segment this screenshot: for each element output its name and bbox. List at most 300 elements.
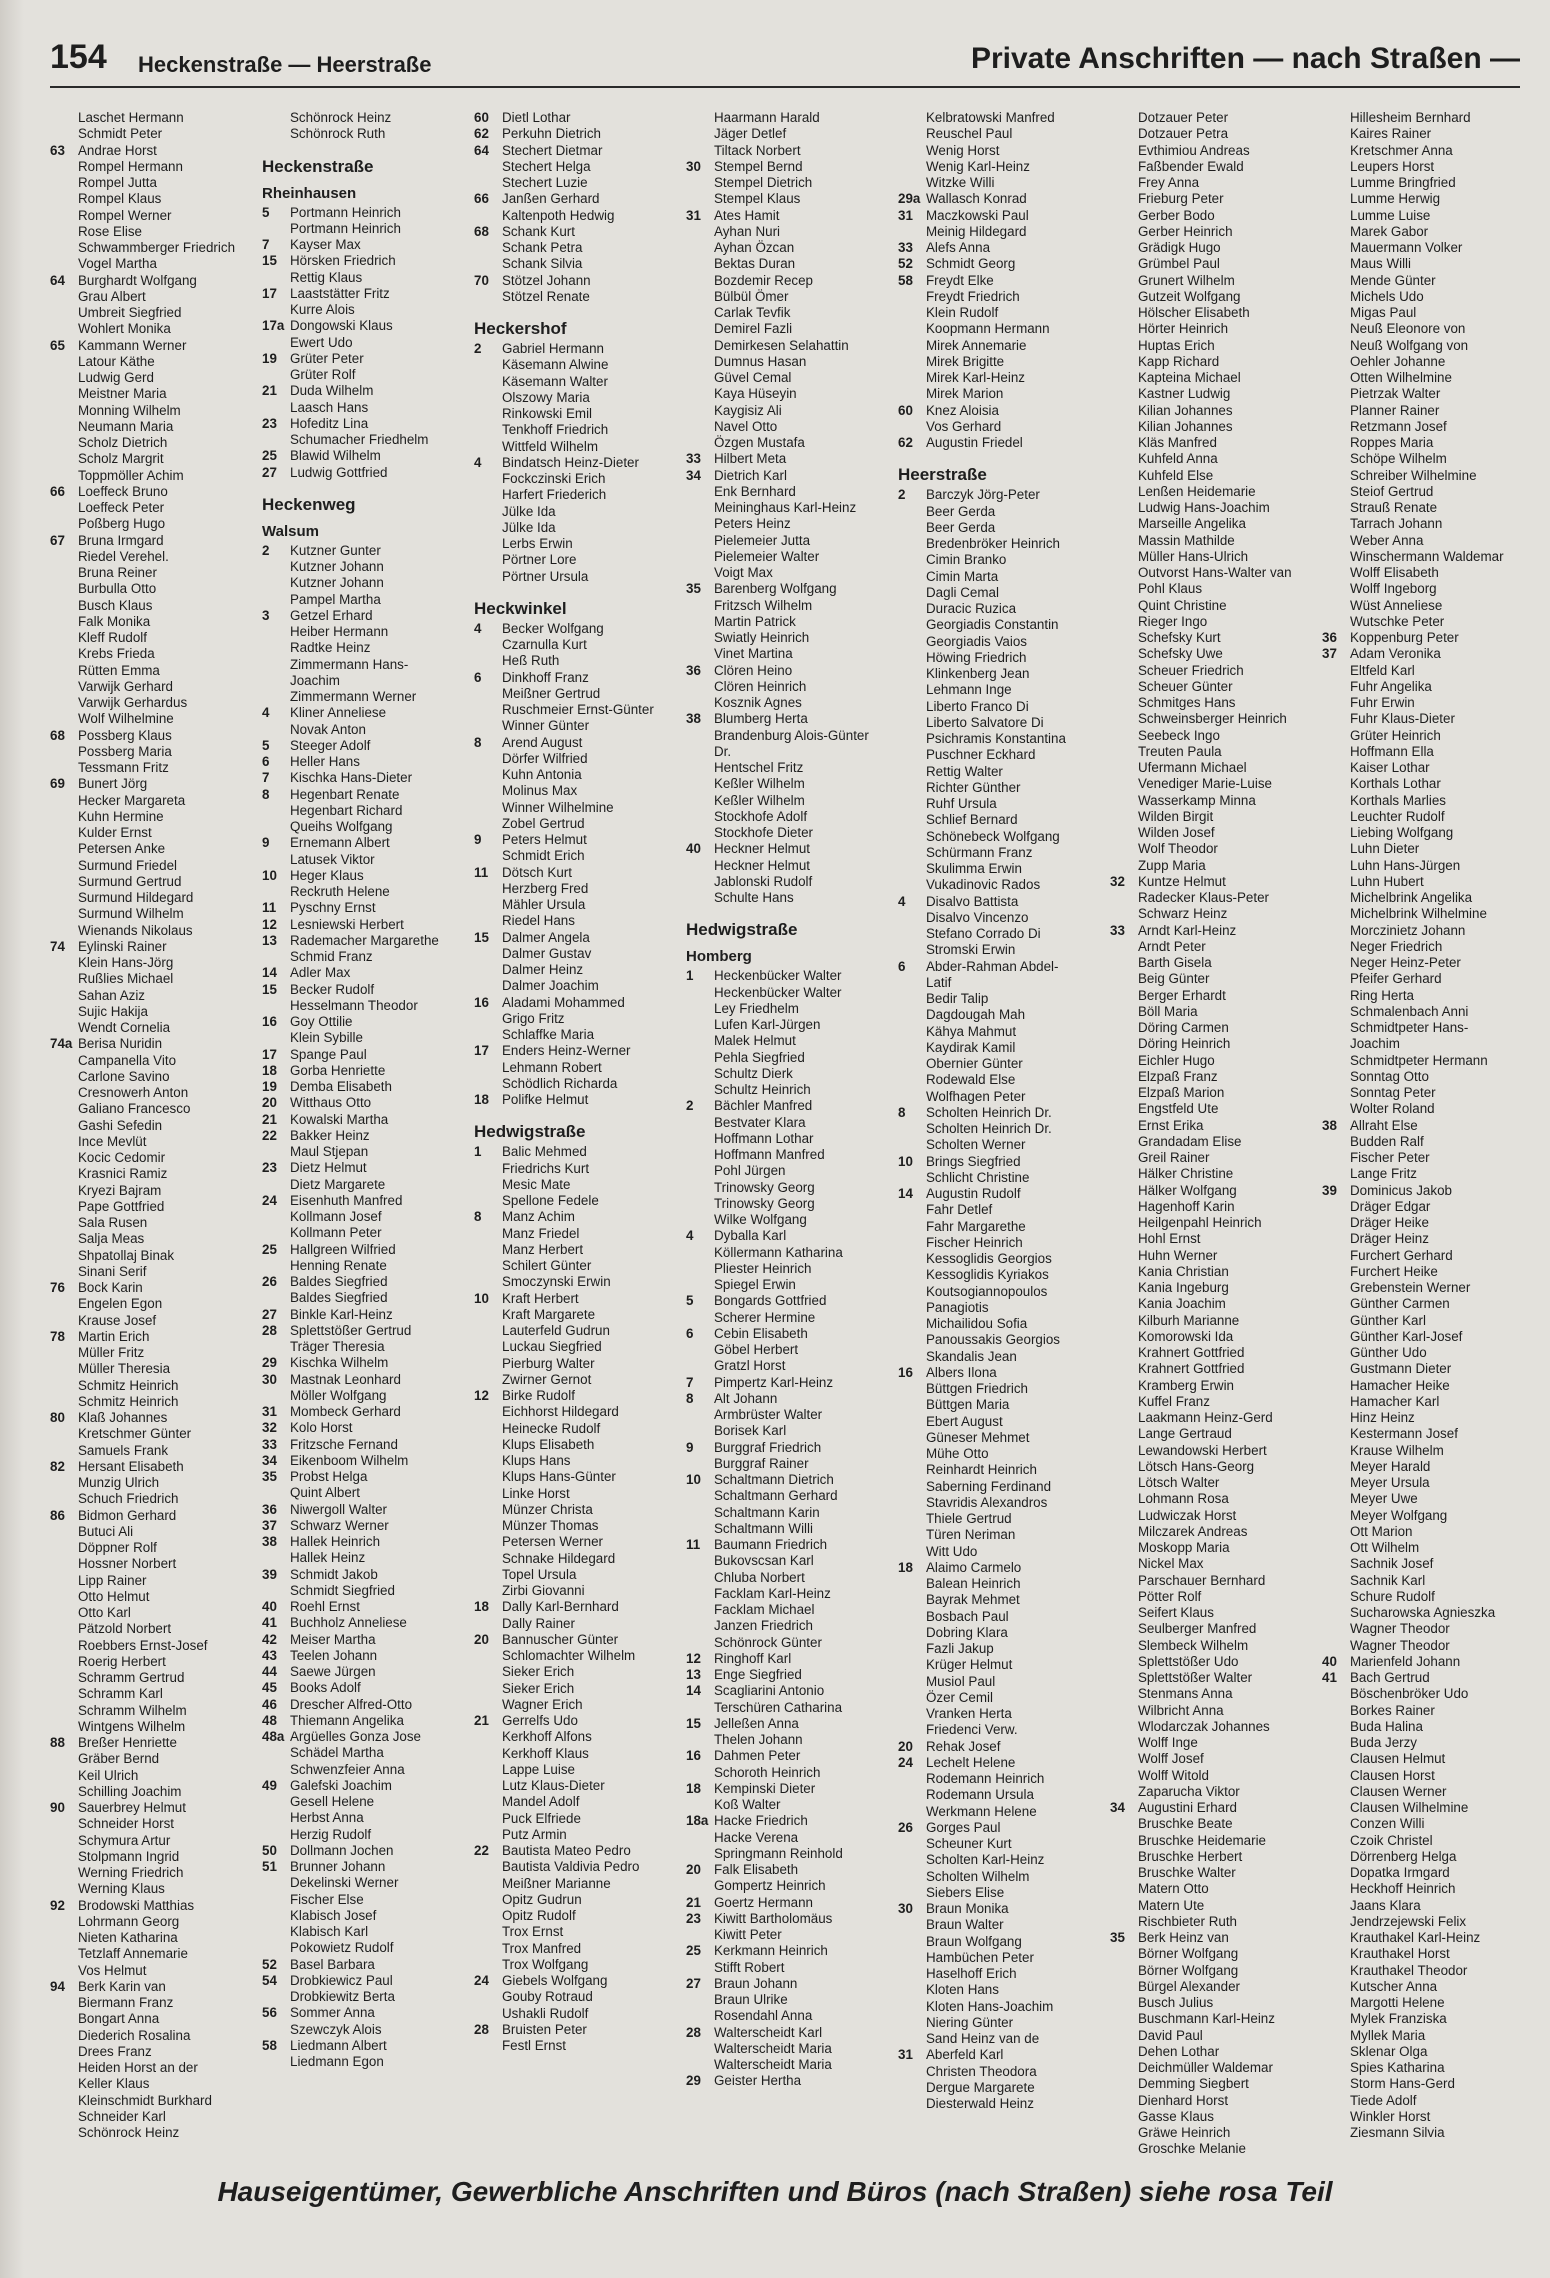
resident-entry bbox=[898, 208, 1104, 224]
house-number bbox=[474, 1502, 502, 1518]
house-number bbox=[474, 357, 502, 373]
resident-name: Dollmann Jochen bbox=[290, 1842, 394, 1858]
resident-name: Otto Helmut bbox=[78, 1588, 150, 1604]
house-number: 2 bbox=[686, 1098, 694, 1114]
resident-entry bbox=[262, 1047, 468, 1063]
resident-name: Wienands Nikolaus bbox=[78, 922, 193, 938]
house-number bbox=[50, 1670, 78, 1686]
house-number bbox=[474, 1876, 502, 1892]
resident-entry bbox=[686, 890, 892, 906]
resident-name: Bektas Duran bbox=[714, 256, 796, 272]
house-number bbox=[474, 1226, 502, 1242]
resident-entry bbox=[686, 1570, 892, 1586]
resident-entry bbox=[1322, 1881, 1528, 1897]
house-number bbox=[1110, 159, 1138, 175]
resident-name: Gratzl Horst bbox=[714, 1358, 786, 1374]
house-number: 10 bbox=[898, 1153, 913, 1169]
resident-entry bbox=[262, 1420, 468, 1436]
resident-entry bbox=[262, 2022, 468, 2038]
house-number bbox=[1110, 1101, 1138, 1117]
resident-name: Kryezi Bajram bbox=[78, 1182, 162, 1198]
resident-name: Possberg Klaus bbox=[78, 727, 172, 743]
resident-entry bbox=[1110, 955, 1316, 971]
house-number bbox=[474, 1794, 502, 1810]
resident-entry bbox=[262, 770, 468, 786]
resident-name: Gabriel Hermann bbox=[502, 341, 604, 356]
resident-name: Tarrach Johann bbox=[1350, 516, 1443, 532]
house-number bbox=[262, 624, 290, 640]
house-number: 49 bbox=[262, 1777, 277, 1793]
resident-name: Schweinsberger Heinrich bbox=[1138, 711, 1287, 727]
resident-entry bbox=[686, 273, 892, 289]
resident-entry bbox=[50, 1264, 256, 1280]
house-number bbox=[474, 1193, 502, 1209]
house-number bbox=[50, 760, 78, 776]
resident-name: Beer Gerda bbox=[926, 503, 996, 519]
resident-entry bbox=[1110, 1816, 1316, 1832]
resident-name: Sahan Aziz bbox=[78, 987, 145, 1003]
resident-entry bbox=[686, 1943, 892, 1959]
resident-entry bbox=[1110, 809, 1316, 825]
resident-entry bbox=[686, 744, 892, 760]
house-number bbox=[686, 1277, 714, 1293]
house-number bbox=[1322, 793, 1350, 809]
resident-name: Augustin Friedel bbox=[926, 435, 1023, 450]
resident-entry bbox=[1322, 711, 1528, 727]
resident-entry bbox=[262, 949, 468, 965]
house-number bbox=[1110, 1443, 1138, 1459]
resident-name: Walterscheidt Maria bbox=[714, 2040, 832, 2056]
house-number bbox=[1110, 1166, 1138, 1182]
resident-name: Berisa Nuridin bbox=[78, 1036, 163, 1052]
resident-name: Gustmann Dieter bbox=[1350, 1361, 1452, 1377]
resident-entry bbox=[474, 718, 680, 734]
house-number bbox=[898, 2015, 926, 2031]
house-number bbox=[898, 1202, 926, 1218]
resident-entry bbox=[898, 1739, 1104, 1755]
house-number bbox=[474, 1437, 502, 1453]
resident-entry bbox=[262, 982, 468, 998]
resident-name: Weber Anna bbox=[1350, 532, 1424, 548]
resident-entry bbox=[686, 1846, 892, 1862]
house-number: 18 bbox=[474, 1599, 489, 1615]
resident-name: Otten Wilhelmine bbox=[1350, 370, 1452, 385]
resident-name: Scholten Karl-Heinz bbox=[926, 1852, 1045, 1868]
resident-entry bbox=[50, 1491, 256, 1507]
resident-entry bbox=[262, 624, 468, 640]
resident-entry bbox=[898, 975, 1104, 991]
house-number bbox=[474, 1616, 502, 1632]
resident-entry bbox=[474, 1729, 680, 1745]
resident-name: Gesell Helene bbox=[290, 1794, 375, 1809]
resident-entry bbox=[262, 1892, 468, 1908]
resident-entry bbox=[1322, 695, 1528, 711]
resident-entry bbox=[686, 208, 892, 224]
house-number bbox=[1322, 955, 1350, 971]
resident-entry bbox=[1110, 744, 1316, 760]
house-number bbox=[1110, 1036, 1138, 1052]
house-number bbox=[1110, 419, 1138, 435]
resident-name: Voigt Max bbox=[714, 565, 773, 580]
house-number bbox=[50, 1930, 78, 1946]
resident-name: Rodemann Heinrich bbox=[926, 1771, 1045, 1786]
house-number bbox=[686, 305, 714, 321]
resident-name: Huhn Werner bbox=[1138, 1247, 1218, 1263]
resident-entry bbox=[474, 1827, 680, 1843]
resident-entry bbox=[898, 1706, 1104, 1722]
house-number bbox=[686, 1245, 714, 1261]
resident-entry bbox=[1322, 581, 1528, 597]
house-number bbox=[898, 143, 926, 159]
resident-name: Psichramis Konstantina bbox=[926, 731, 1066, 746]
house-number: 14 bbox=[686, 1683, 701, 1699]
house-number bbox=[50, 1524, 78, 1540]
house-number bbox=[474, 1827, 502, 1843]
resident-name: Queihs Wolfgang bbox=[290, 819, 393, 834]
house-number bbox=[686, 1050, 714, 1066]
resident-name: Freydt Friedrich bbox=[926, 288, 1020, 304]
house-number bbox=[898, 1332, 926, 1348]
resident-name: Hesselmann Theodor bbox=[290, 997, 418, 1013]
house-number: 22 bbox=[474, 1843, 489, 1858]
house-number bbox=[898, 1804, 926, 1820]
resident-entry bbox=[1110, 1833, 1316, 1849]
resident-name: Hagenhoff Karin bbox=[1138, 1198, 1235, 1214]
resident-entry bbox=[474, 1339, 680, 1355]
resident-entry bbox=[1110, 468, 1316, 484]
resident-entry bbox=[898, 1414, 1104, 1430]
house-number bbox=[898, 1137, 926, 1153]
house-number bbox=[474, 1859, 502, 1875]
resident-name: Wolff Witold bbox=[1138, 1767, 1209, 1783]
resident-entry bbox=[50, 1979, 256, 1995]
resident-entry bbox=[262, 640, 468, 656]
resident-name: Spellone Fedele bbox=[502, 1193, 599, 1208]
resident-entry bbox=[1110, 1768, 1316, 1784]
house-number: 23 bbox=[262, 1160, 277, 1176]
resident-name: Drobkiewitz Berta bbox=[290, 1989, 395, 2004]
house-number bbox=[1322, 663, 1350, 679]
house-number: 34 bbox=[1110, 1800, 1125, 1815]
resident-entry bbox=[50, 874, 256, 890]
resident-name: Kiwitt Bartholomäus bbox=[714, 1910, 833, 1926]
house-number bbox=[1322, 1280, 1350, 1296]
resident-entry bbox=[686, 1651, 892, 1667]
house-number bbox=[1110, 1703, 1138, 1719]
house-number bbox=[262, 1225, 290, 1241]
house-number: 18a bbox=[686, 1813, 709, 1829]
resident-entry bbox=[474, 1177, 680, 1193]
resident-entry bbox=[1110, 1719, 1316, 1735]
house-number bbox=[1110, 1085, 1138, 1101]
resident-name: Opitz Rudolf bbox=[502, 1908, 576, 1923]
resident-name: Rompel Jutta bbox=[78, 175, 157, 190]
resident-name: Enge Siegfried bbox=[714, 1667, 802, 1682]
house-number bbox=[1322, 1995, 1350, 2011]
resident-name: Scholz Dietrich bbox=[78, 435, 168, 450]
resident-entry bbox=[474, 1567, 680, 1583]
resident-entry bbox=[1110, 305, 1316, 321]
house-number bbox=[686, 1261, 714, 1277]
resident-name: Busch Julius bbox=[1138, 1995, 1214, 2010]
resident-entry bbox=[50, 1248, 256, 1264]
resident-entry bbox=[262, 1014, 468, 1030]
house-number bbox=[474, 1681, 502, 1697]
resident-name: Margotti Helene bbox=[1350, 1995, 1445, 2010]
resident-entry bbox=[1110, 1069, 1316, 1085]
house-number bbox=[686, 890, 714, 906]
resident-entry bbox=[1110, 159, 1316, 175]
house-number bbox=[898, 1170, 926, 1186]
resident-entry bbox=[262, 1680, 468, 1696]
resident-name: Wilbricht Anna bbox=[1138, 1702, 1224, 1718]
house-number bbox=[50, 1069, 78, 1085]
resident-entry bbox=[898, 1901, 1104, 1917]
resident-name: Sala Rusen bbox=[78, 1215, 148, 1230]
house-number bbox=[50, 1231, 78, 1247]
resident-entry bbox=[1110, 1361, 1316, 1377]
resident-name: Maus Willi bbox=[1350, 256, 1412, 272]
resident-name: Lechelt Helene bbox=[926, 1754, 1016, 1770]
resident-name: Nickel Max bbox=[1138, 1556, 1204, 1572]
resident-entry bbox=[1110, 435, 1316, 451]
house-number bbox=[50, 1475, 78, 1491]
resident-entry bbox=[262, 110, 468, 126]
house-number: 5 bbox=[262, 204, 270, 220]
resident-name: Breßer Henriette bbox=[78, 1735, 177, 1750]
resident-entry bbox=[1110, 370, 1316, 386]
resident-name: Ludwig Gerd bbox=[78, 370, 154, 385]
resident-entry bbox=[1322, 1053, 1528, 1069]
resident-entry bbox=[50, 1394, 256, 1410]
resident-name: Kulder Ernst bbox=[78, 825, 152, 840]
resident-entry bbox=[474, 816, 680, 832]
resident-entry bbox=[50, 1930, 256, 1946]
resident-entry bbox=[50, 516, 256, 532]
house-number bbox=[1110, 744, 1138, 760]
house-number bbox=[50, 435, 78, 451]
resident-entry bbox=[474, 1274, 680, 1290]
district-heading: Rheinhausen bbox=[262, 184, 357, 202]
resident-name: Kuhfeld Anna bbox=[1138, 451, 1218, 467]
resident-entry bbox=[686, 2025, 892, 2041]
resident-entry bbox=[1322, 1085, 1528, 1101]
resident-entry bbox=[1322, 646, 1528, 662]
resident-entry bbox=[898, 1397, 1104, 1413]
resident-name: Matern Ute bbox=[1138, 1897, 1205, 1913]
house-number bbox=[1322, 386, 1350, 402]
resident-name: Bautista Mateo Pedro bbox=[502, 1843, 631, 1858]
house-number bbox=[50, 825, 78, 841]
resident-entry bbox=[1110, 110, 1316, 126]
resident-entry bbox=[1322, 1410, 1528, 1426]
resident-name: Heckner Helmut bbox=[714, 857, 810, 873]
resident-name: Engstfeld Ute bbox=[1138, 1101, 1219, 1117]
resident-entry bbox=[262, 270, 468, 286]
house-number bbox=[1110, 175, 1138, 191]
resident-entry bbox=[1110, 760, 1316, 776]
resident-entry bbox=[50, 451, 256, 467]
resident-entry bbox=[686, 2041, 892, 2057]
resident-name: Faßbender Ewald bbox=[1138, 158, 1244, 174]
resident-entry bbox=[1322, 305, 1528, 321]
resident-name: Neuß Eleonore von bbox=[1350, 321, 1466, 337]
house-number: 44 bbox=[262, 1664, 277, 1679]
resident-entry bbox=[686, 1066, 892, 1082]
resident-entry bbox=[898, 191, 1104, 207]
house-number: 7 bbox=[686, 1374, 694, 1390]
resident-entry bbox=[50, 256, 256, 272]
house-number bbox=[1110, 1296, 1138, 1312]
house-number: 18 bbox=[898, 1559, 913, 1575]
house-number bbox=[1322, 273, 1350, 289]
resident-name: Ludwiczak Horst bbox=[1138, 1507, 1237, 1523]
resident-name: Ernst Erika bbox=[1138, 1117, 1204, 1133]
resident-name: Döring Heinrich bbox=[1138, 1036, 1231, 1052]
house-number: 24 bbox=[898, 1754, 913, 1770]
resident-name: Dagdougah Mah bbox=[926, 1007, 1026, 1023]
house-number: 9 bbox=[262, 835, 270, 851]
house-number: 66 bbox=[474, 191, 489, 207]
house-number bbox=[50, 1166, 78, 1182]
resident-name: Walterscheidt Maria bbox=[714, 2057, 832, 2072]
house-number bbox=[50, 1491, 78, 1507]
house-number bbox=[474, 552, 502, 568]
resident-name: Pliester Heinrich bbox=[714, 1260, 812, 1276]
resident-name: Liberto Salvatore Di bbox=[926, 714, 1044, 730]
resident-entry bbox=[262, 1778, 468, 1794]
house-number bbox=[686, 1635, 714, 1651]
house-number bbox=[686, 809, 714, 825]
house-number bbox=[1322, 760, 1350, 776]
resident-name: Frey Anna bbox=[1138, 175, 1200, 190]
resident-entry bbox=[262, 1940, 468, 1956]
resident-entry bbox=[1322, 565, 1528, 581]
house-number bbox=[686, 1001, 714, 1017]
resident-name: Wenig Karl-Heinz bbox=[926, 158, 1030, 174]
house-number: 13 bbox=[262, 932, 277, 948]
resident-entry bbox=[474, 2006, 680, 2022]
house-number bbox=[50, 988, 78, 1004]
resident-entry bbox=[262, 2038, 468, 2054]
resident-entry bbox=[686, 581, 892, 597]
resident-name: Kania Christian bbox=[1138, 1263, 1229, 1279]
house-number: 18 bbox=[262, 1062, 277, 1078]
resident-entry bbox=[686, 1716, 892, 1732]
house-number bbox=[1322, 1816, 1350, 1832]
resident-name: Wlodarczak Johannes bbox=[1138, 1718, 1270, 1734]
house-number bbox=[686, 240, 714, 256]
resident-entry bbox=[262, 722, 468, 738]
house-number bbox=[1322, 1329, 1350, 1345]
house-number bbox=[1110, 468, 1138, 484]
resident-entry bbox=[1110, 1670, 1316, 1686]
resident-entry bbox=[1322, 1378, 1528, 1394]
resident-entry bbox=[1322, 1865, 1528, 1881]
house-number bbox=[262, 1745, 290, 1761]
house-number bbox=[898, 419, 926, 435]
resident-name: Gräwe Heinrich bbox=[1138, 2125, 1231, 2140]
resident-name: Clausen Werner bbox=[1350, 1783, 1447, 1799]
house-number bbox=[1322, 484, 1350, 500]
resident-name: Gompertz Heinrich bbox=[714, 1878, 826, 1894]
resident-entry bbox=[686, 435, 892, 451]
resident-name: Hilbert Meta bbox=[714, 451, 787, 467]
resident-name: Engelen Egon bbox=[78, 1296, 163, 1312]
house-number bbox=[1322, 1215, 1350, 1231]
resident-entry bbox=[1110, 1199, 1316, 1215]
resident-name: Gerber Bodo bbox=[1138, 207, 1215, 223]
resident-name: Loeffeck Peter bbox=[78, 500, 165, 515]
resident-entry bbox=[898, 2096, 1104, 2112]
house-number bbox=[1110, 646, 1138, 662]
house-number bbox=[686, 2041, 714, 2057]
resident-entry bbox=[1322, 1686, 1528, 1702]
resident-entry bbox=[1110, 126, 1316, 142]
resident-name: Zobel Gertrud bbox=[502, 815, 585, 831]
resident-entry bbox=[474, 1161, 680, 1177]
resident-name: Fischer Peter bbox=[1350, 1150, 1430, 1165]
house-number bbox=[262, 689, 290, 705]
resident-name: Scagliarini Antonio bbox=[714, 1683, 825, 1699]
resident-entry bbox=[1322, 1816, 1528, 1832]
resident-name: Pätzold Norbert bbox=[78, 1621, 172, 1637]
resident-entry bbox=[1322, 1264, 1528, 1280]
house-number bbox=[1110, 2044, 1138, 2060]
house-number bbox=[1322, 1800, 1350, 1816]
house-number: 13 bbox=[686, 1667, 701, 1682]
resident-name: Tetzlaff Annemarie bbox=[78, 1946, 188, 1962]
house-number bbox=[1110, 1134, 1138, 1150]
house-number bbox=[262, 270, 290, 286]
resident-entry bbox=[1322, 1914, 1528, 1930]
resident-entry bbox=[1322, 1004, 1528, 1020]
resident-name: Lötsch Hans-Georg bbox=[1138, 1458, 1255, 1474]
resident-entry bbox=[1322, 1329, 1528, 1345]
house-number bbox=[1110, 126, 1138, 142]
resident-entry bbox=[50, 1556, 256, 1572]
resident-name: Leuchter Rudolf bbox=[1350, 808, 1445, 824]
resident-name: Oehler Johanne bbox=[1350, 353, 1446, 369]
house-number bbox=[1110, 549, 1138, 565]
resident-name: Groschke Melanie bbox=[1138, 2141, 1246, 2157]
resident-name: Heckenbücker Walter bbox=[714, 984, 842, 1000]
resident-entry bbox=[898, 143, 1104, 159]
resident-entry bbox=[686, 1602, 892, 1618]
house-number bbox=[1322, 1508, 1350, 1524]
resident-name: Birke Rudolf bbox=[502, 1388, 575, 1403]
resident-entry bbox=[50, 1069, 256, 1085]
house-number bbox=[474, 159, 502, 175]
resident-entry bbox=[262, 754, 468, 770]
resident-entry bbox=[686, 1082, 892, 1098]
house-number bbox=[50, 1199, 78, 1215]
resident-name: Tenkhoff Friedrich bbox=[502, 422, 609, 438]
resident-name: Schmalenbach Anni bbox=[1350, 1003, 1469, 1019]
resident-name: Hambüchen Peter bbox=[926, 1949, 1034, 1965]
house-number bbox=[474, 390, 502, 406]
resident-entry bbox=[1322, 1280, 1528, 1296]
resident-entry bbox=[262, 205, 468, 221]
house-number bbox=[50, 240, 78, 256]
resident-name: Fischer Heinrich bbox=[926, 1234, 1023, 1250]
resident-entry bbox=[50, 2076, 256, 2092]
resident-entry bbox=[1322, 1589, 1528, 1605]
resident-entry bbox=[50, 208, 256, 224]
house-number bbox=[686, 2057, 714, 2073]
resident-entry bbox=[50, 273, 256, 289]
house-number bbox=[474, 1941, 502, 1957]
